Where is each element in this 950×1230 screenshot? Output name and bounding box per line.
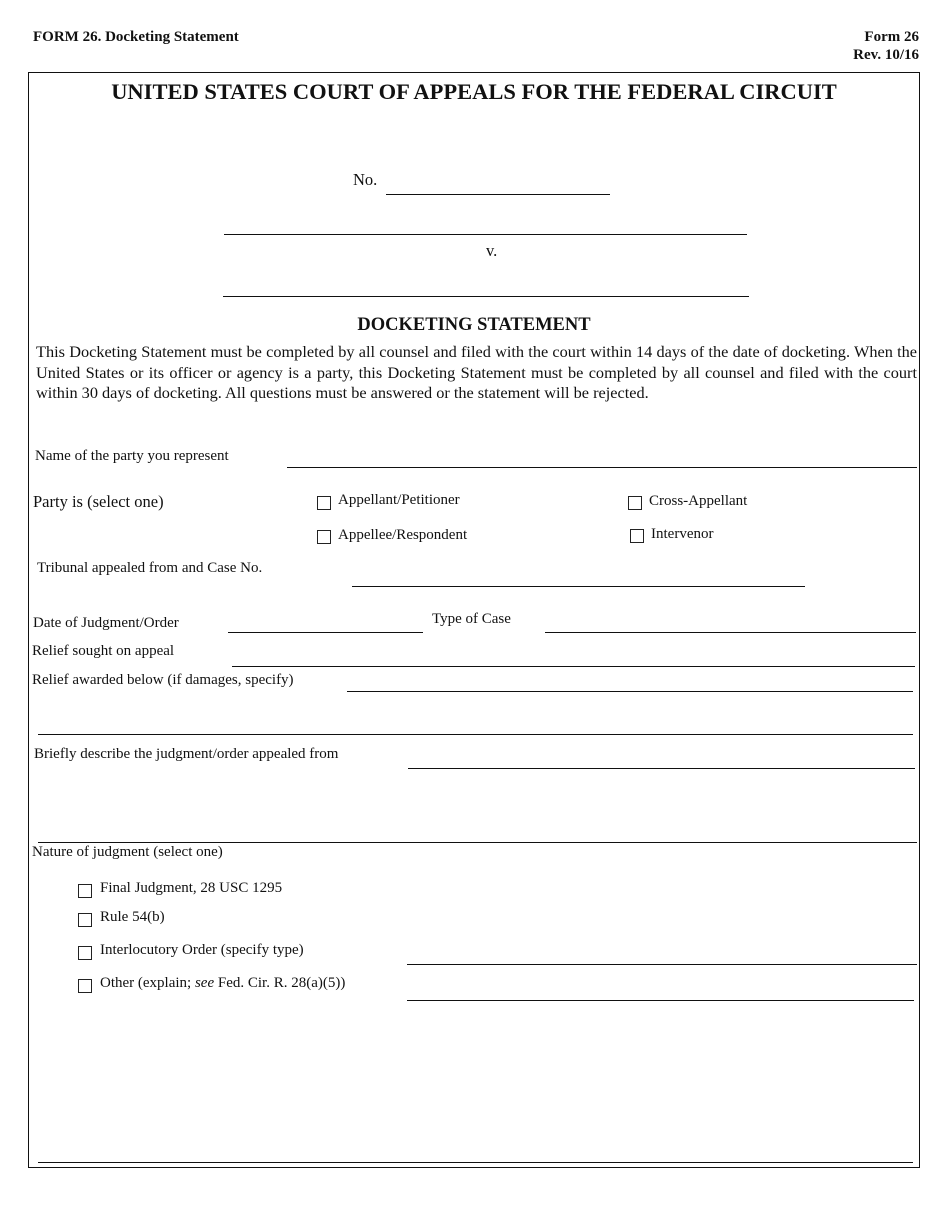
intervenor-label: Intervenor xyxy=(651,526,714,542)
party-name-label: Name of the party you represent xyxy=(35,448,229,464)
interlocutory-label: Interlocutory Order (specify type) xyxy=(100,942,304,958)
court-title: UNITED STATES COURT OF APPEALS FOR THE FEDERAL CIRCUIT xyxy=(111,79,837,104)
form-revision: Rev. 10/16 xyxy=(853,47,919,63)
other-explain-field[interactable] xyxy=(407,1000,914,1001)
bottom-rule xyxy=(38,1162,913,1163)
tribunal-label: Tribunal appealed from and Case No. xyxy=(37,560,263,576)
rule-54b-label: Rule 54(b) xyxy=(100,909,165,925)
party-type-label: Party is (select one) xyxy=(33,492,164,511)
judgment-description-field[interactable] xyxy=(408,768,915,769)
judgment-date-field[interactable] xyxy=(228,632,423,633)
other-label-prefix: Other (explain; xyxy=(100,975,195,991)
party-name-field[interactable] xyxy=(287,467,917,468)
case-type-label: Type of Case xyxy=(432,611,511,627)
intervenor-checkbox[interactable] xyxy=(630,529,644,543)
other-checkbox[interactable] xyxy=(78,979,92,993)
case-type-field[interactable] xyxy=(545,632,916,633)
final-judgment-checkbox[interactable] xyxy=(78,884,92,898)
tribunal-field[interactable] xyxy=(352,586,805,587)
appellant-checkbox[interactable] xyxy=(317,496,331,510)
cross-appellant-checkbox[interactable] xyxy=(628,496,642,510)
appellant-label: Appellant/Petitioner xyxy=(338,492,460,508)
case-number-field[interactable] xyxy=(386,194,610,195)
form-title: FORM 26. Docketing Statement xyxy=(33,29,239,45)
other-label xyxy=(100,975,345,992)
rule-54b-checkbox[interactable] xyxy=(78,913,92,927)
appellee-checkbox[interactable] xyxy=(317,530,331,544)
relief-awarded-label: Relief awarded below (if damages, specify) xyxy=(32,672,294,688)
case-number-label: No. xyxy=(353,170,378,189)
judgment-description-field-line-2[interactable] xyxy=(38,842,917,843)
judgment-date-label: Date of Judgment/Order xyxy=(33,615,179,631)
judgment-description-label: Briefly describe the judgment/order appealed from xyxy=(34,746,339,762)
relief-sought-field[interactable] xyxy=(232,666,915,667)
final-judgment-label: Final Judgment, 28 USC 1295 xyxy=(100,880,283,896)
other-label-suffix: Fed. Cir. R. 28(a)(5)) xyxy=(214,975,346,991)
cross-appellant-label: Cross-Appellant xyxy=(649,493,748,509)
statement-heading: DOCKETING STATEMENT xyxy=(357,315,591,335)
relief-sought-label: Relief sought on appeal xyxy=(32,643,175,659)
relief-awarded-field-line-2[interactable] xyxy=(38,734,913,735)
appellee-caption-field[interactable] xyxy=(223,296,749,297)
statement-instructions: This Docketing Statement must be completed by all counsel and filed with the court within 14 days of the date of docketing. When the United States or its officer or agency is a party, this Docketing Statement must be completed by all counsel and filed with the court within 30 days of docketing. All questions must be answered or the statement will be rejected. xyxy=(36,342,917,403)
interlocutory-type-field[interactable] xyxy=(407,964,917,965)
appellee-label: Appellee/Respondent xyxy=(338,527,468,543)
other-label-see: see xyxy=(194,975,215,991)
appellant-caption-field[interactable] xyxy=(224,234,747,235)
nature-of-judgment-label: Nature of judgment (select one) xyxy=(32,844,223,860)
interlocutory-checkbox[interactable] xyxy=(78,946,92,960)
form-number: Form 26 xyxy=(864,29,919,45)
versus-label: v. xyxy=(486,241,498,260)
relief-awarded-field[interactable] xyxy=(347,691,913,692)
